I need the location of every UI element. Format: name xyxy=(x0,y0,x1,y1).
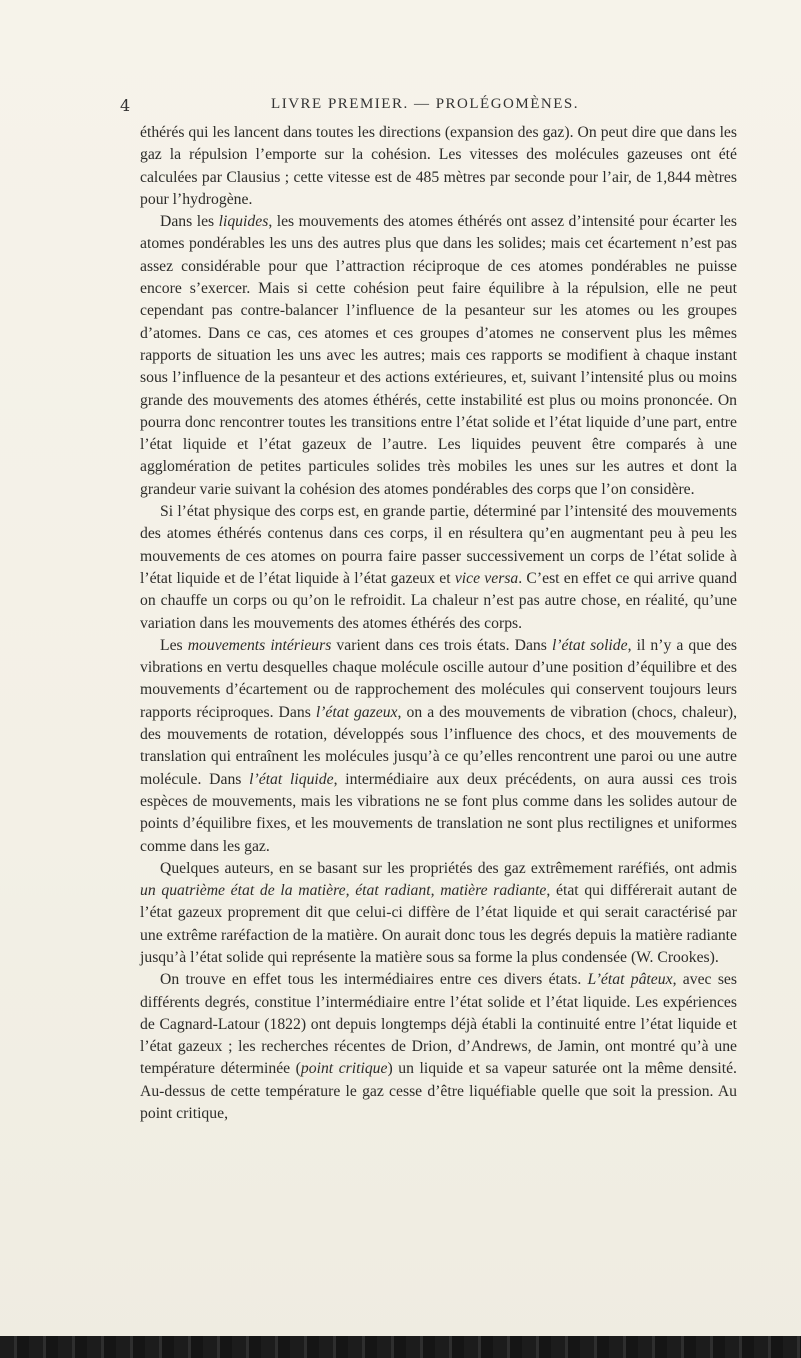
paragraph xyxy=(140,635,737,858)
scan-edge-band xyxy=(0,1336,801,1358)
italic-text: mouvements intérieurs xyxy=(187,636,332,654)
paragraph xyxy=(140,211,737,501)
text-run: , intermédiaire aux deux précédents, on aura aussi ces trois espèces de mouvements, mais les vibrations ne se font plus comme dans les solides autour de points d’équilibre fixes, et les mouvements de translation ne sont plus rectilignes et uniformes comme dans les gaz. xyxy=(140,770,737,855)
text-run: On trouve en effet tous les intermédiaires entre ces divers états. xyxy=(160,971,588,989)
italic-text: l’état gazeux xyxy=(315,703,398,721)
text-run: . C’est en effet ce qui arrive quand on chauffe un corps ou qu’on le refroidit. La chaleur n’est pas autre chose, en réalité, qu’une variation dans les mouvements des atomes éthérés des corps. xyxy=(140,569,737,632)
paragraph xyxy=(140,501,737,635)
italic-text: l’état solide xyxy=(551,636,628,654)
text-run: éthérés qui les lancent dans toutes les directions (expansion des gaz). On peut dire que dans les gaz la répulsion l’emporte sur la cohésion. Les vitesses des molécules gazeuses ont été calculées par Clausius ; cette vitesse est de 485 mètres par seconde pour l’air, de 1,844 mètres pour l’hydrogène. xyxy=(140,124,737,208)
text-run: Si l’état physique des corps est, en grande partie, déterminé par l’intensité des mouvements des atomes éthérés contenus dans ces corps, il en résultera qu’en augmentant peu à peu les mouvements de ces atomes on pourra faire passer successivement un corps de l’état solide à l’état liquide et de l’état liquide à l’état gazeux et xyxy=(140,503,737,587)
text-run: , avec ses différents degrés, constitue l’intermédiaire entre l’état solide et l’état liquide. Les expériences de Cagnard-Latour (1822) ont depuis longtemps déjà établi la continuité entre l’état liquide et l’état gazeux ; les recherches récentes de Drion, d’Andrews, de Jamin, ont montré qu’à une température déterminée ( xyxy=(140,971,737,1078)
paragraph xyxy=(140,969,737,1125)
italic-text: liquides xyxy=(218,213,269,231)
text-run: varient dans ces trois états. Dans xyxy=(331,636,552,654)
running-head xyxy=(120,96,730,118)
paragraph xyxy=(140,122,737,211)
italic-text: l’état liquide xyxy=(249,770,334,788)
text-run: Les xyxy=(160,636,188,654)
paragraph xyxy=(140,858,737,969)
text-run: , on a des mouvements de vibration (chocs, chaleur), des mouvements de rotation, développés sous l’influence des chocs, et des mouvements de translation qui entraînent les molécules jusqu’à ce qu’elles rencontrent une paroi ou une autre molécule. Dans xyxy=(140,703,738,788)
body-text xyxy=(140,122,737,1125)
page-number: 4 xyxy=(120,96,131,115)
text-run: , les mouvements des atomes éthérés ont assez d’intensité pour écarter les atomes pondérables les uns des autres plus que dans les solides; mais cet écartement n’est pas assez considérable pour que l’attraction réciproque de ces atomes pondérables ne puisse encore s’exercer. Mais si cette cohésion peut faire équilibre à la répulsion, elle ne peut cependant pas contre-balancer l’influence de la pesanteur sur les atomes ou les groupes d’atomes. Dans ce cas, ces atomes et ces groupes d’atomes ne conservent plus les mêmes rapports de situation les uns avec les autres; mais ces rapports se modifient à chaque instant sous l’influence de la pesanteur et des actions extérieures, et, suivant l’intensité plus ou moins grande des mouvements des atomes éthérés, cette instabilité est plus ou moins prononcée. On pourra donc rencontrer toutes les transitions entre l’état solide et l’état liquide d’une part, entre l’état liquide et l’état gazeux de l’autre. Les liquides peuvent être comparés à une agglomération de petites particules solides très mobiles les unes sur les autres et dont la grandeur varie suivant la cohésion des atomes pondérables des corps que l’on considère. xyxy=(140,213,737,498)
italic-text: vice versa xyxy=(454,569,519,587)
italic-text: un quatrième état de la matière, état radiant, matière radiante xyxy=(140,882,547,900)
text-run: ) un liquide et sa vapeur saturée ont la même densité. Au-dessus de cette température le gaz cesse d’être liquéfiable quelle que soit la pression. Au point critique, xyxy=(140,1060,737,1123)
text-run: , état qui différerait autant de l’état gazeux proprement dit que celui-ci diffère de l’état liquide et qui serait caractérisé par une extrême raréfaction de la matière. On aurait donc tous les degrés depuis la matière radiante jusqu’à l’état solide qui représente la matière sous sa forme la plus condensée (W. Crookes). xyxy=(140,882,738,966)
text-run: Dans les xyxy=(160,213,219,231)
text-run: Quelques auteurs, en se basant sur les propriétés des gaz extrêmement raréfiés, ont admis xyxy=(160,859,737,877)
italic-text: point critique xyxy=(300,1060,388,1078)
running-title: LIVRE PREMIER. — PROLÉGOMÈNES. xyxy=(271,96,579,112)
text-run: , il n’y a que des vibrations en vertu desquelles chaque molécule oscille autour d’une position d’équilibre et des mouvements d’écartement ou de rapprochement des molécules qui conservent toujours leurs rapports réciproques. Dans xyxy=(140,636,738,721)
italic-text: L’état pâteux xyxy=(587,971,673,989)
